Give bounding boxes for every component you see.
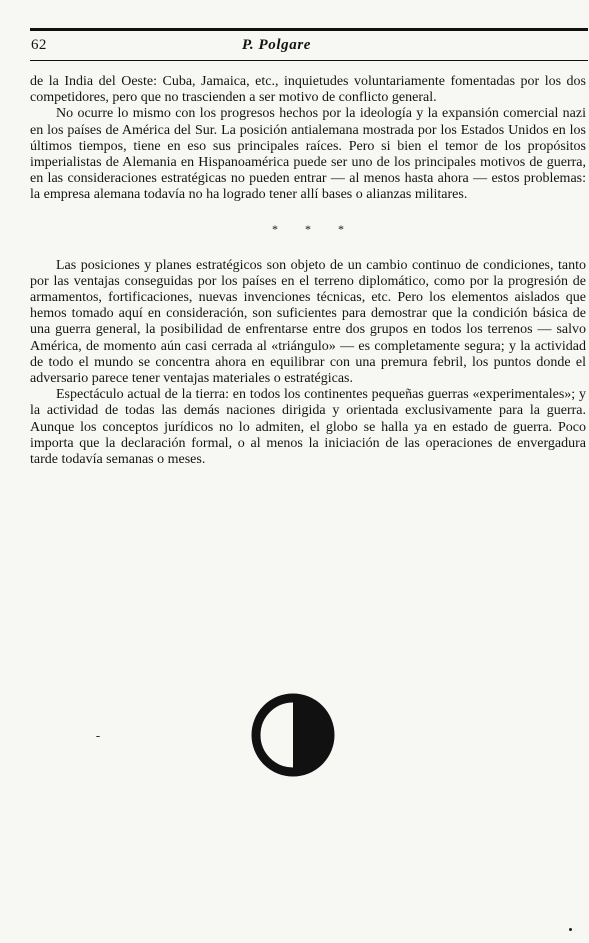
- half-filled-circle-icon: [249, 690, 337, 780]
- section-break: * * *: [272, 221, 356, 236]
- paragraph-3: Las posiciones y planes estratégicos son objeto de un cambio continuo de condiciones, tanto por las ventajas conseguidas por los países en el terreno diplomático, como por la progresión de armamentos, fortificaciones, nuevas invenciones técnicas, etc. Pero los elementos aislados que hemos tomado aquí en consideración, son suficientes para demostrar que la condición básica de una guerra general, la posibilidad de enfrentarse entre dos grupos en todos los terrenos — salvo América, de momento aún casi cerrada al «triángulo» — es completamente segura; y la actividad de todo el mundo se concentra ahora en equilibrar con una premura febril, los puntos donde el adversario parece tener ventajas materiales o estratégicas.: [30, 257, 586, 387]
- paragraph-4: Espectáculo actual de la tierra: en todos los continentes pequeñas guerras «experimentales»; y la actividad de todas las demás naciones dirigida y orientada exclusivamente para la guerra. Aunque los conceptos jurídicos no lo admiten, el globo se halla ya en estado de guerra. Poco importa que la declaración formal, o al menos la iniciación de las operaciones de envergadura tarde todavía semanas o meses.: [30, 387, 586, 468]
- paragraph-1: de la India del Oeste: Cuba, Jamaica, etc., inquietudes voluntariamente fomentadas por los dos competidores, pero que no trascienden a ser motivo de conflicto general.: [30, 74, 586, 106]
- body-text: [30, 74, 586, 468]
- paragraph-2: No ocurre lo mismo con los progresos hechos por la ideología y la expansión comercial nazi en los países de América del Sur. La posición antialemana mostrada por los Estados Unidos en los últimos tiempos, tiene en eso sus principales raíces. Pero si bien el temor de los propósitos imperialistas de Alemania en Hispanoamérica puede ser uno de los principales motivos de guerra, en las consideraciones estratégicas no pueden entrar — al menos hasta ahora — estos problemas: la empresa alemana todavía no ha logrado tener allí bases o alianzas militares.: [30, 106, 586, 203]
- paper-speck: [96, 736, 100, 737]
- header-rule-bottom: [30, 60, 588, 61]
- header-rule-top: [30, 28, 588, 31]
- page-number: 62: [31, 37, 47, 53]
- running-head: P. Polgare: [242, 37, 312, 53]
- paper-speck: [569, 928, 572, 931]
